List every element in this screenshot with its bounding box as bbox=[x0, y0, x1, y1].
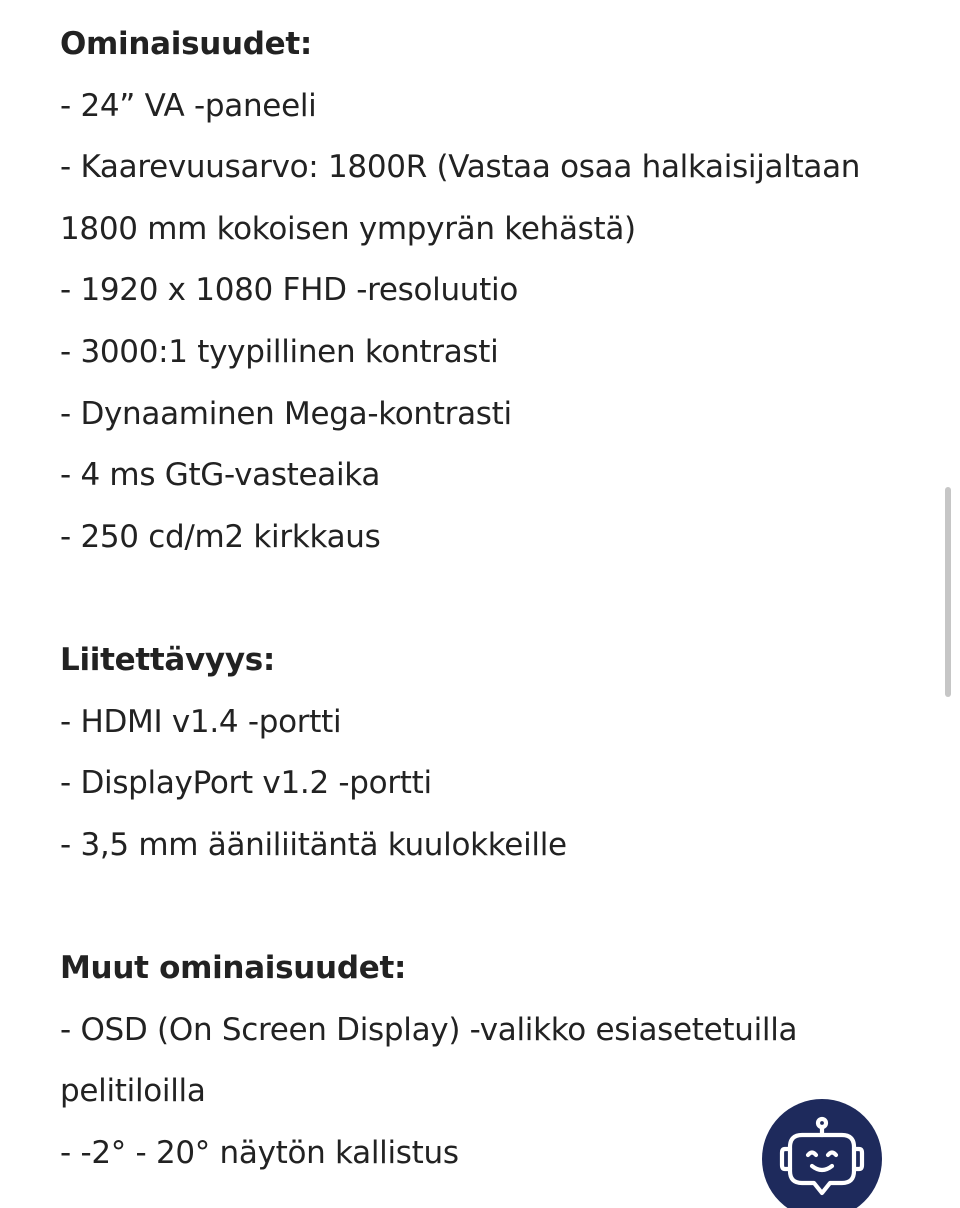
chatbot-button[interactable] bbox=[762, 1099, 882, 1208]
section-heading: Ominaisuudet: bbox=[60, 26, 313, 62]
list-item: - 250 cd/m2 kirkkaus bbox=[60, 518, 381, 555]
list-item: - Kaarevuusarvo: 1800R (Vastaa osaa halkaisijaltaan 1800 mm kokoisen ympyrän kehästä) bbox=[60, 149, 861, 247]
list-item: - OSD (On Screen Display) -valikko esiasetetuilla pelitiloilla bbox=[60, 1011, 798, 1110]
list-item: - 3,5 mm ääniliitäntä kuulokkeille bbox=[60, 826, 567, 863]
list-item: - 3000:1 tyypillinen kontrasti bbox=[60, 333, 499, 370]
list-item: - HDMI v1.4 -portti bbox=[60, 703, 342, 740]
feature-list bbox=[60, 76, 910, 569]
section-connectivity bbox=[60, 630, 910, 876]
list-item: - Dynaaminen Mega-kontrasti bbox=[60, 395, 512, 432]
list-item: - 1920 x 1080 FHD -resoluutio bbox=[60, 272, 518, 309]
list-item: - -2° - 20° näytön kallistus bbox=[60, 1134, 459, 1171]
feature-list bbox=[60, 692, 910, 877]
section-heading: Muut ominaisuudet: bbox=[60, 949, 407, 986]
list-item: - 4 ms GtG-vasteaika bbox=[60, 457, 381, 494]
list-item: - 24” VA -paneeli bbox=[60, 87, 317, 124]
section-features bbox=[60, 14, 910, 568]
scrollbar-thumb[interactable] bbox=[945, 487, 951, 697]
chatbot-robot-icon bbox=[776, 1113, 868, 1205]
list-item: - DisplayPort v1.2 -portti bbox=[60, 765, 432, 802]
section-heading: Liitettävyys: bbox=[60, 641, 275, 678]
product-description bbox=[60, 14, 910, 1184]
